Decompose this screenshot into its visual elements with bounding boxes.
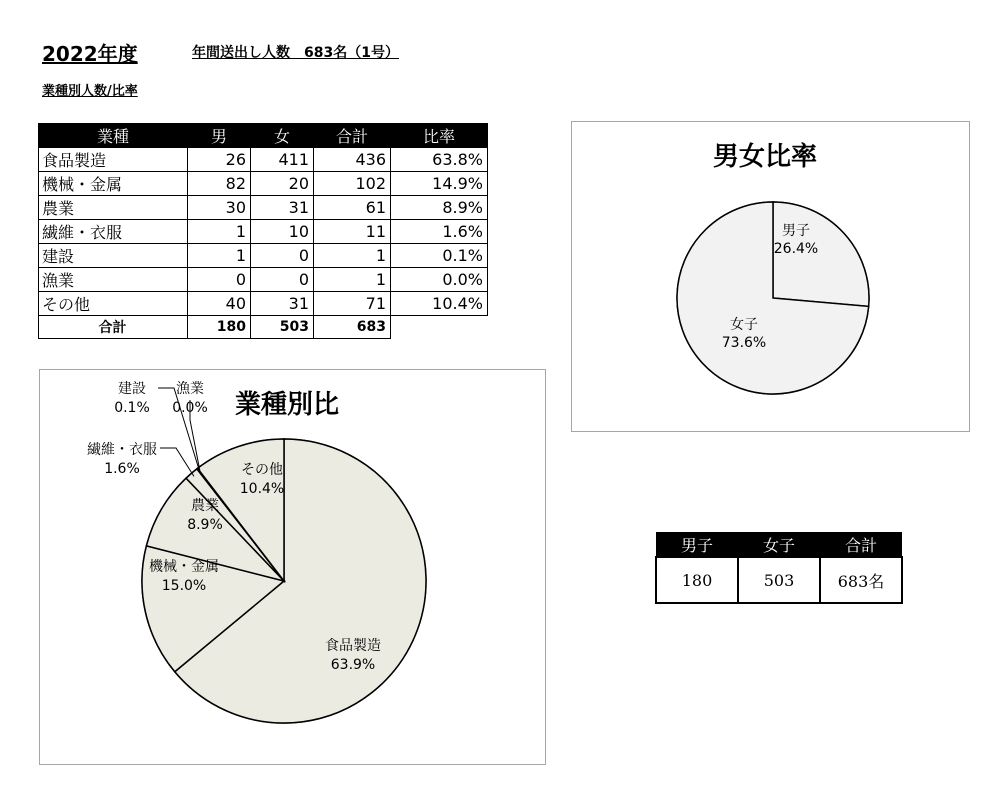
industry-subtitle: 業種別人数/比率 — [42, 84, 138, 99]
industry-table — [38, 123, 488, 339]
row-ratio: 8.9% — [391, 196, 488, 220]
row-total: 11 — [314, 220, 391, 244]
table-row — [39, 172, 488, 196]
row-ratio: 14.9% — [391, 172, 488, 196]
row-name: 漁業 — [39, 268, 188, 292]
total-label: 合計 — [39, 316, 188, 339]
table-row — [39, 196, 488, 220]
slice-value-建設: 0.1% — [114, 400, 150, 416]
summary-value-row — [656, 557, 902, 603]
row-name: 食品製造 — [39, 148, 188, 172]
total-male: 180 — [188, 316, 251, 339]
slice-label-繊維・衣服: 繊維・衣服 — [87, 442, 157, 458]
row-female: 20 — [251, 172, 314, 196]
row-male: 1 — [188, 244, 251, 268]
summary-female: 503 — [738, 557, 820, 603]
slice-value-農業: 8.9% — [187, 517, 223, 533]
table-row — [39, 244, 488, 268]
slice-value-繊維・衣服: 1.6% — [104, 461, 140, 477]
gender-chart-box — [571, 121, 970, 432]
row-male: 26 — [188, 148, 251, 172]
row-male: 30 — [188, 196, 251, 220]
summary-header-total: 合計 — [820, 532, 902, 557]
slice-label-女子: 女子 — [730, 317, 758, 333]
leader-line-繊維・衣服 — [160, 448, 194, 476]
summary-male: 180 — [656, 557, 738, 603]
table-row — [39, 268, 488, 292]
row-name: 機械・金属 — [39, 172, 188, 196]
send-count-title: 年間送出し人数 683名（1号） — [192, 45, 399, 61]
row-ratio: 0.1% — [391, 244, 488, 268]
slice-label-機械・金属: 機械・金属 — [149, 559, 219, 575]
row-female: 0 — [251, 244, 314, 268]
industry-table-header — [39, 124, 488, 148]
slice-label-建設: 建設 — [118, 381, 146, 397]
row-name: 建設 — [39, 244, 188, 268]
row-total: 436 — [314, 148, 391, 172]
slice-value-男子: 26.4% — [773, 241, 819, 257]
slice-value-漁業: 0.0% — [172, 400, 208, 416]
row-ratio: 10.4% — [391, 292, 488, 316]
header-total: 合計 — [314, 124, 391, 148]
year-title: 2022年度 — [42, 42, 138, 66]
slice-label-男子: 男子 — [782, 223, 810, 239]
slice-label-漁業: 漁業 — [176, 381, 204, 397]
row-name: その他 — [39, 292, 188, 316]
row-total: 71 — [314, 292, 391, 316]
slice-label-食品製造: 食品製造 — [325, 638, 381, 654]
header-male: 男 — [188, 124, 251, 148]
gender-chart-title: 男女比率 — [713, 142, 818, 172]
slice-value-機械・金属: 15.0% — [161, 578, 207, 594]
row-total: 102 — [314, 172, 391, 196]
total-blank — [391, 316, 488, 339]
row-name: 繊維・衣服 — [39, 220, 188, 244]
table-row — [39, 148, 488, 172]
row-female: 411 — [251, 148, 314, 172]
industry-chart-title: 業種別比 — [235, 390, 340, 420]
row-total: 61 — [314, 196, 391, 220]
total-row — [39, 316, 488, 339]
slice-value-その他: 10.4% — [239, 481, 285, 497]
row-ratio: 63.8% — [391, 148, 488, 172]
row-female: 0 — [251, 268, 314, 292]
summary-header-female: 女子 — [738, 532, 820, 557]
gender-summary-table — [655, 532, 903, 604]
summary-header-male: 男子 — [656, 532, 738, 557]
slice-label-農業: 農業 — [191, 498, 219, 514]
table-row — [39, 292, 488, 316]
row-ratio: 1.6% — [391, 220, 488, 244]
slice-value-食品製造: 63.9% — [330, 657, 376, 673]
header-industry: 業種 — [39, 124, 188, 148]
header-ratio: 比率 — [391, 124, 488, 148]
slice-value-女子: 73.6% — [721, 335, 767, 351]
header-female: 女 — [251, 124, 314, 148]
row-total: 1 — [314, 268, 391, 292]
row-female: 31 — [251, 196, 314, 220]
slice-label-その他: その他 — [241, 462, 283, 478]
row-total: 1 — [314, 244, 391, 268]
industry-chart-box — [39, 369, 546, 765]
table-row — [39, 220, 488, 244]
summary-header-row — [656, 532, 902, 557]
total-female: 503 — [251, 316, 314, 339]
row-male: 82 — [188, 172, 251, 196]
row-ratio: 0.0% — [391, 268, 488, 292]
row-name: 農業 — [39, 196, 188, 220]
summary-total: 683名 — [820, 557, 902, 603]
row-female: 31 — [251, 292, 314, 316]
row-male: 40 — [188, 292, 251, 316]
industry-pie-chart — [40, 370, 545, 764]
row-male: 1 — [188, 220, 251, 244]
total-total: 683 — [314, 316, 391, 339]
row-male: 0 — [188, 268, 251, 292]
row-female: 10 — [251, 220, 314, 244]
